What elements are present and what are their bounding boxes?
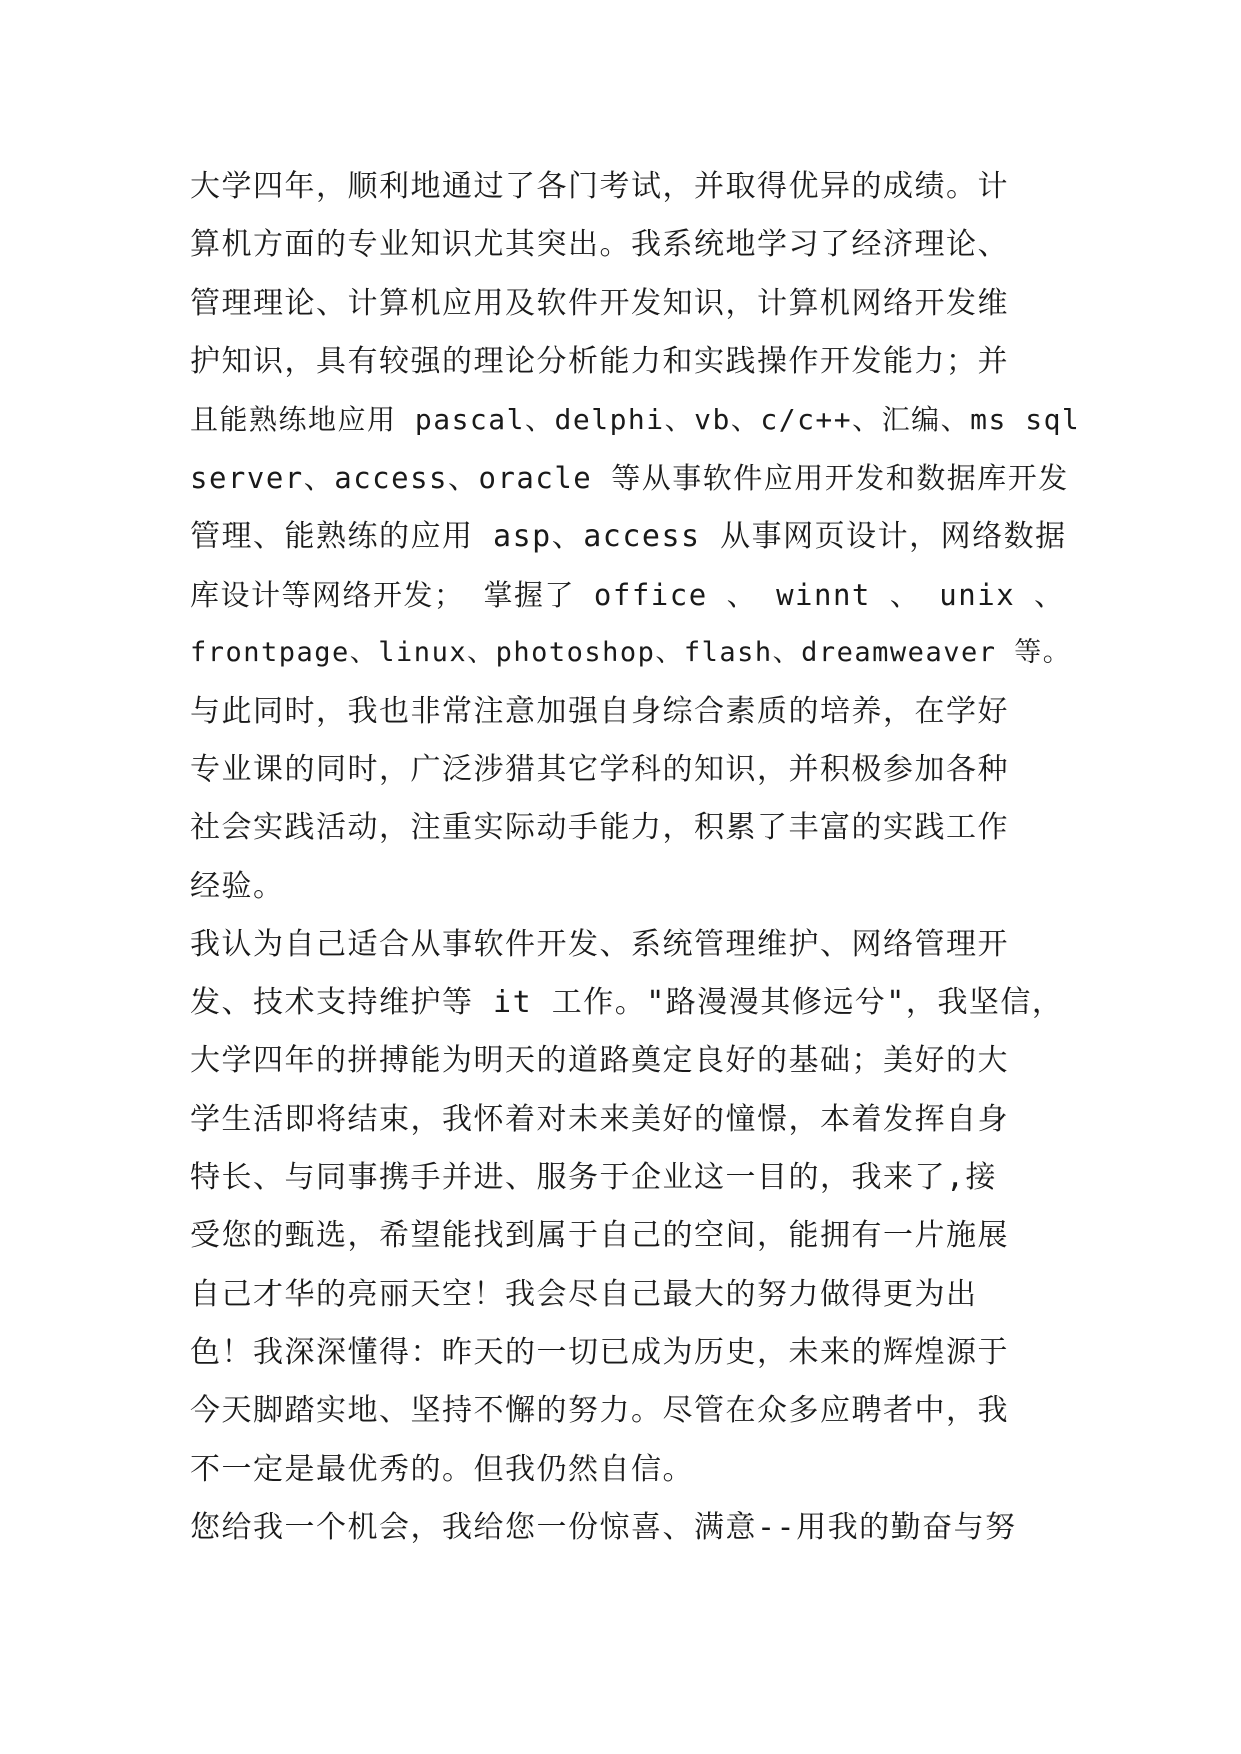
text-line: 管理理论、计算机应用及软件开发知识，计算机网络开发维 <box>190 285 1009 321</box>
text-line: 与此同时，我也非常注意加强自身综合素质的培养，在学好 <box>190 693 1009 729</box>
text-line: 学生活即将结束，我怀着对未来美好的憧憬，本着发挥自身 <box>190 1101 1009 1137</box>
text-line: 发、技术支持维护等 it 工作。"路漫漫其修远兮"，我坚信， <box>190 985 1064 1021</box>
text-line: 您给我一个机会，我给您一份惊喜、满意--用我的勤奋与努 <box>190 1509 1017 1545</box>
text-line: 今天脚踏实地、坚持不懈的努力。尽管在众多应聘者中，我 <box>190 1393 1009 1429</box>
text-line: 大学四年的拼搏能为明天的道路奠定良好的基础；美好的大 <box>190 1043 1009 1079</box>
text-line: 库设计等网络开发； 掌握了 office 、 winnt 、 unix 、 <box>190 578 1065 613</box>
text-line: 专业课的同时，广泛涉猎其它学科的知识，并积极参加各种 <box>190 751 1009 787</box>
text-line: 大学四年，顺利地通过了各门考试，并取得优异的成绩。计 <box>190 169 1009 204</box>
body-text <box>190 158 1081 1557</box>
text-line: 经验。 <box>190 868 285 904</box>
text-line: 自己才华的亮丽天空！我会尽自己最大的努力做得更为出 <box>190 1276 978 1312</box>
text-line: 护知识，具有较强的理论分析能力和实践操作开发能力；并 <box>190 343 1009 379</box>
text-line: 色！我深深懂得：昨天的一切已成为历史，未来的辉煌源于 <box>190 1334 1009 1370</box>
text-line: 特长、与同事携手并进、服务于企业这一目的，我来了,接 <box>190 1160 998 1196</box>
text-line: 我认为自己适合从事软件开发、系统管理维护、网络管理开 <box>190 926 1009 962</box>
text-line: server、access、oracle 等从事软件应用开发和数据库开发 <box>190 461 1069 496</box>
text-line: 社会实践活动，注重实际动手能力，积累了丰富的实践工作 <box>190 810 1009 846</box>
text-line: frontpage、linux、photoshop、flash、dreamweaver 等。 <box>190 637 1072 669</box>
text-line: 且能熟练地应用 pascal、delphi、vb、c/c++、汇编、ms sql <box>190 403 1081 437</box>
text-line: 不一定是最优秀的。但我仍然自信。 <box>190 1451 694 1487</box>
text-line: 受您的甄选，希望能找到属于自己的空间，能拥有一片施展 <box>190 1218 1009 1254</box>
text-line: 管理、能熟练的应用 asp、access 从事网页设计，网络数据 <box>190 518 1067 554</box>
text-line: 算机方面的专业知识尤其突出。我系统地学习了经济理论、 <box>190 227 1009 263</box>
